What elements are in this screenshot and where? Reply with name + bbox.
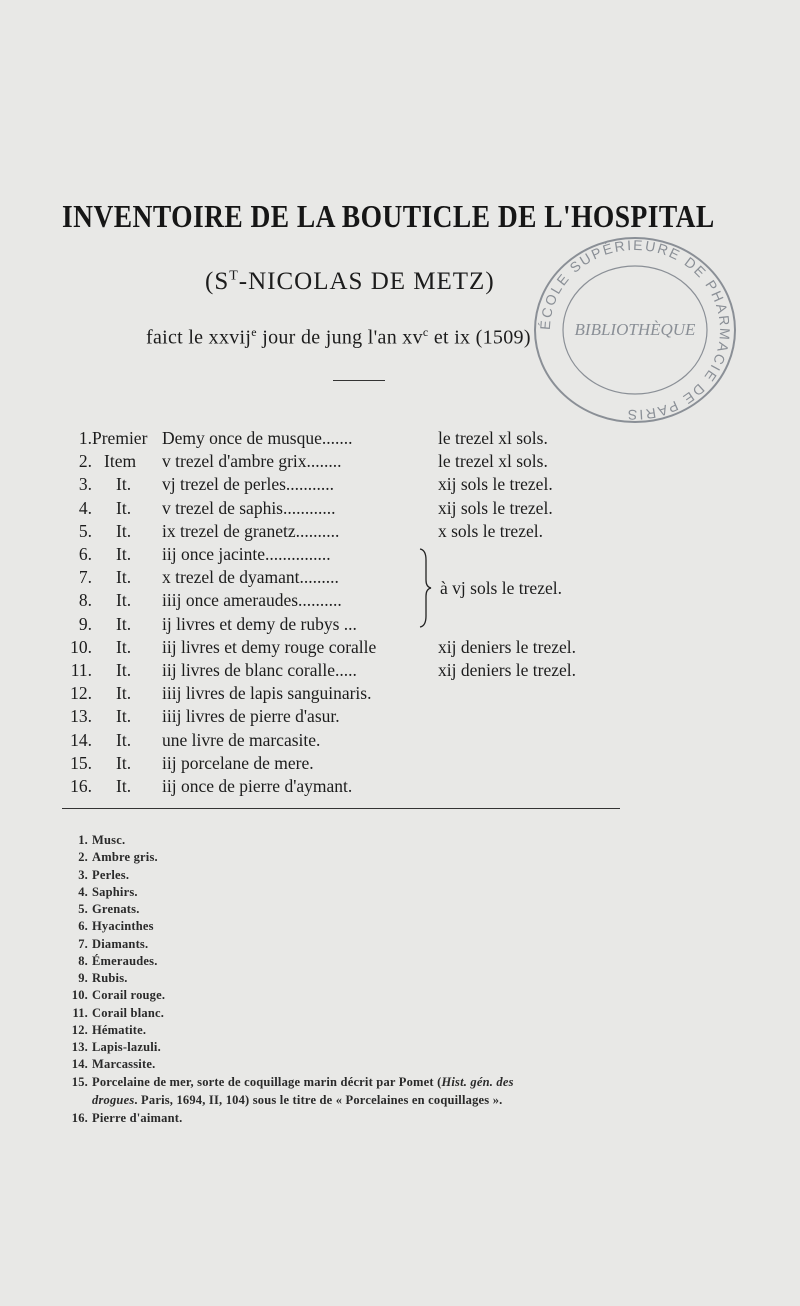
inventory-lead: It. — [116, 776, 132, 796]
inventory-number: 16. — [70, 776, 92, 796]
footnote-text: Corail rouge. — [92, 988, 166, 1003]
subtitle-superscript: T — [229, 268, 239, 284]
footnote — [62, 902, 140, 917]
footnote-16 — [62, 1111, 182, 1126]
inventory-number: 13. — [70, 706, 92, 727]
footnote-15 — [62, 1075, 514, 1090]
footnote-number: 7. — [78, 936, 88, 951]
footnote-15-line2: . Paris, 1694, II, 104) sous le titre de « Porcelaines en coquillages ». — [134, 1093, 503, 1107]
dateline-sup-e: e — [251, 325, 257, 339]
inventory-lead: It. — [116, 520, 132, 541]
dateline — [146, 325, 531, 350]
footnote — [62, 1006, 164, 1021]
inventory-description: iij once jacinte............... — [162, 544, 331, 564]
inventory-price: x sols le trezel. — [438, 520, 543, 541]
inventory-lead: It. — [116, 706, 132, 727]
inventory-number: 12. — [70, 683, 92, 704]
inventory-description: vj trezel de perles........... — [162, 474, 335, 495]
grouped-price: à vj sols le trezel. — [440, 578, 562, 598]
footnote-text: Grenats. — [92, 902, 140, 916]
inventory-description: iiij livres de lapis sanguinaris. — [162, 683, 372, 704]
inventory-lead: It. — [116, 660, 132, 680]
inventory-description: iij livres et demy rouge coralle — [162, 636, 377, 657]
grouping-brace — [418, 548, 432, 628]
inventory-price: le trezel xl sols. — [438, 428, 548, 448]
inventory-description: v trezel de saphis............ — [162, 497, 336, 518]
footnote — [62, 1040, 161, 1055]
footnote — [62, 971, 128, 986]
footnote-divider — [62, 808, 620, 809]
footnote-text: Lapis-lazuli. — [92, 1040, 161, 1054]
inventory-price: xij deniers le trezel. — [438, 636, 576, 657]
inventory-description: ij livres et demy de rubys ... — [162, 613, 357, 634]
footnote-number: 6. — [78, 919, 88, 934]
footnote-number: 1. — [78, 833, 88, 847]
inventory-number: 14. — [70, 729, 92, 750]
inventory-number: 5. — [78, 520, 92, 541]
footnote-15-line1-a: Porcelaine de mer, sorte de coquillage marin décrit par Pomet ( — [92, 1075, 442, 1089]
inventory-lead: Item — [104, 451, 137, 472]
footnote-number: 4. — [78, 884, 88, 899]
inventory-price: xij sols le trezel. — [438, 474, 553, 495]
footnote-text: Hématite. — [92, 1022, 147, 1037]
footnote — [62, 954, 158, 969]
footnote-number: 9. — [78, 971, 88, 985]
footnote — [62, 1057, 155, 1072]
footnote-text: Corail blanc. — [92, 1005, 165, 1020]
footnote-number: 2. — [78, 850, 88, 865]
inventory-description: iij porcelane de mere. — [162, 752, 314, 773]
library-stamp — [528, 233, 742, 427]
inventory-number: 6. — [78, 544, 92, 564]
footnote-text: Rubis. — [92, 971, 128, 985]
footnote-number: 12. — [71, 1022, 88, 1037]
inventory-number: 15. — [70, 752, 92, 773]
inventory-number: 2. — [78, 451, 92, 472]
inventory-number: 10. — [70, 636, 92, 657]
inventory-lead: It. — [116, 636, 132, 657]
footnote-number: 14. — [71, 1057, 88, 1072]
footnote — [62, 937, 148, 952]
footnote-number: 16. — [71, 1111, 88, 1125]
dateline-part-b: jour de jung l'an xv — [256, 326, 423, 349]
footnote-text: Diamants. — [92, 936, 149, 951]
footnote-text: Ambre gris. — [92, 850, 158, 865]
inventory-number: 7. — [78, 567, 92, 588]
footnote-number: 8. — [78, 953, 88, 968]
inventory-number: 3. — [78, 474, 92, 495]
inventory-lead: It. — [116, 729, 132, 750]
inventory-lead: It. — [116, 544, 132, 564]
inventory-description: v trezel d'ambre grix........ — [162, 451, 342, 472]
dateline-part-c: et ix (1509) — [428, 326, 531, 349]
inventory-description: iij livres de blanc coralle..... — [162, 660, 357, 680]
inventory-number: 9. — [78, 613, 92, 634]
page-subtitle — [205, 268, 495, 296]
inventory-number: 4. — [78, 497, 92, 518]
inventory-description: une livre de marcasite. — [162, 729, 321, 750]
stamp-outer-text: ÉCOLE SUPÉRIEURE DE PHARMACIE DE PARIS — [536, 236, 734, 424]
footnote-text: Saphirs. — [92, 884, 138, 899]
page-title: INVENTOIRE DE LA BOUTICLE DE L'HOSPITAL — [62, 198, 715, 234]
footnote — [62, 885, 138, 900]
footnote-15-continued — [92, 1093, 502, 1108]
footnote — [62, 919, 154, 934]
footnote-15-line1-italic: Hist. gén. des — [441, 1075, 514, 1089]
inventory-description: iij once de pierre d'aymant. — [162, 776, 353, 796]
footnote-number: 15. — [71, 1075, 88, 1089]
inventory-lead: It. — [116, 497, 132, 518]
inventory-lead: Premier — [92, 428, 148, 448]
footnote-text: Hyacinthes — [92, 919, 154, 934]
footnote — [62, 833, 125, 848]
inventory-lead: It. — [116, 683, 132, 704]
inventory-price: xij sols le trezel. — [438, 497, 553, 518]
inventory-number: 11. — [70, 660, 92, 680]
footnote — [62, 988, 165, 1003]
stamp-inner-text: BIBLIOTHÈQUE — [574, 320, 696, 339]
subtitle-rest: -NICOLAS DE METZ) — [238, 268, 495, 295]
footnote-text: Émeraudes. — [92, 953, 158, 968]
footnote-text: Perles. — [92, 867, 130, 882]
footnote — [62, 868, 129, 883]
inventory-number: 1. — [78, 428, 92, 448]
inventory-lead: It. — [116, 590, 132, 611]
subtitle-prefix: (S — [205, 268, 230, 295]
inventory-description: Demy once de musque....... — [162, 428, 353, 448]
inventory-lead: It. — [116, 613, 132, 634]
footnote-text: Musc. — [92, 833, 126, 847]
inventory-number: 8. — [78, 590, 92, 611]
inventory-price: xij deniers le trezel. — [438, 660, 576, 680]
dateline-sup-c: c — [422, 325, 429, 339]
title-divider — [333, 380, 385, 381]
footnote-text: Pierre d'aimant. — [92, 1111, 183, 1125]
footnote-number: 3. — [78, 867, 88, 882]
inventory-lead: It. — [116, 474, 132, 495]
inventory-price: le trezel xl sols. — [438, 451, 548, 472]
footnote-number: 11. — [72, 1005, 88, 1020]
footnote-number: 13. — [71, 1040, 88, 1054]
footnote-15-line2-italic: drogues — [92, 1093, 135, 1107]
inventory-description: ix trezel de granetz.......... — [162, 520, 340, 541]
inventory-lead: It. — [116, 752, 132, 773]
dateline-part-a: faict le xxvij — [146, 326, 252, 349]
footnote — [62, 850, 158, 865]
footnote-number: 5. — [78, 902, 88, 916]
inventory-description: iiij livres de pierre d'asur. — [162, 706, 340, 727]
footnote — [62, 1023, 146, 1038]
inventory-lead: It. — [116, 567, 132, 588]
footnote-number: 10. — [71, 988, 88, 1003]
inventory-description: iiij once ameraudes.......... — [162, 590, 342, 611]
inventory-description: x trezel de dyamant......... — [162, 567, 339, 588]
footnote-text: Marcassite. — [92, 1057, 156, 1072]
